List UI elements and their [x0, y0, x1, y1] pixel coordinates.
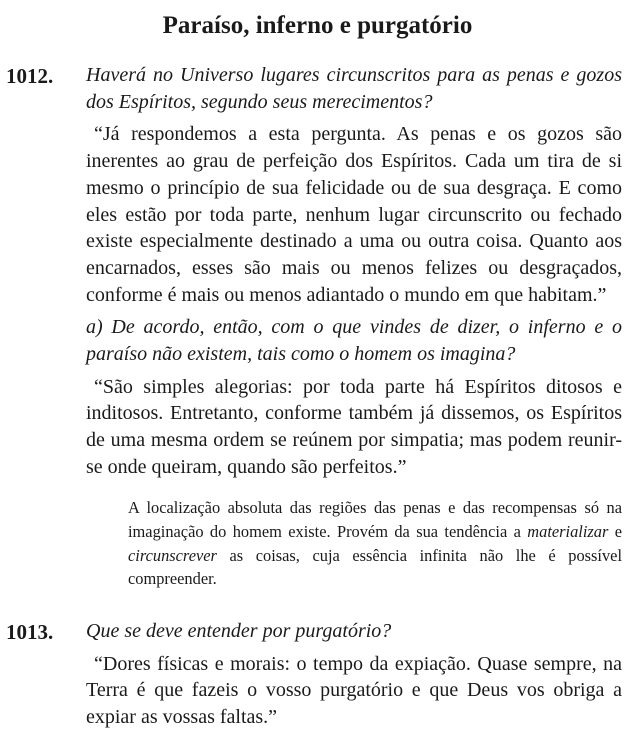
note-text: e	[608, 521, 623, 541]
page-title: Paraíso, inferno e purgatório	[162, 12, 473, 39]
question-number-1012: 1012.	[6, 64, 54, 88]
commentary-note-1012	[128, 496, 622, 591]
note-text: A localização absoluta das regiões das penas e das recompensas só na imaginação do homem existe. Provém da sua tendência a	[128, 498, 622, 541]
answer-text-1013: “Dores físicas e morais: o tempo da expiação. Quase sempre, na Terra é que fazeis o vosso purgatório e que Deus vos obriga a expiar as vossas faltas.”	[86, 652, 622, 729]
question-number-1013: 1013.	[6, 620, 54, 644]
answer-text-1012a: “São simples alegorias: por toda parte há Espíritos ditosos e inditosos. Entretanto, conforme também já dissemos, os Espíritos de uma mesma ordem se reúnem por simpatia; mas podem reunir-se onde queiram, quando são perfeitos.”	[86, 375, 622, 478]
question-text-1012: Haverá no Universo lugares circunscritos para as penas e gozos dos Espíritos, segundo seus merecimentos?	[86, 64, 622, 113]
note-emphasis-materializar: materializar	[527, 521, 609, 541]
note-emphasis-circunscrever: circunscrever	[128, 545, 217, 565]
subquestion-text-1012a: a) De acordo, então, com o que vindes de dizer, o inferno e o paraíso não existem, tais como o homem os imagina?	[86, 316, 622, 366]
question-block-1013	[86, 618, 622, 731]
question-text-1013: Que se deve entender por purgatório?	[86, 620, 392, 642]
note-text: as coisas, cuja essência infinita não lhe é possível compreender.	[128, 545, 622, 589]
question-block-1012	[86, 62, 622, 481]
answer-text-1012: “Já respondemos a esta pergunta. As penas e os gozos são inerentes ao grau de perfeição dos Espíritos. Cada um tira de si mesmo o princípio de sua felicidade ou de sua desgraça. E como eles estão por toda parte, nenhum lugar circunscrito ou fechado existe especialmente destinado a uma ou outra coisa. Quanto aos encarnados, esses são mais ou menos felizes ou desgraçados, conforme é mais ou menos adiantado o mundo em que habitam.”	[86, 123, 622, 306]
